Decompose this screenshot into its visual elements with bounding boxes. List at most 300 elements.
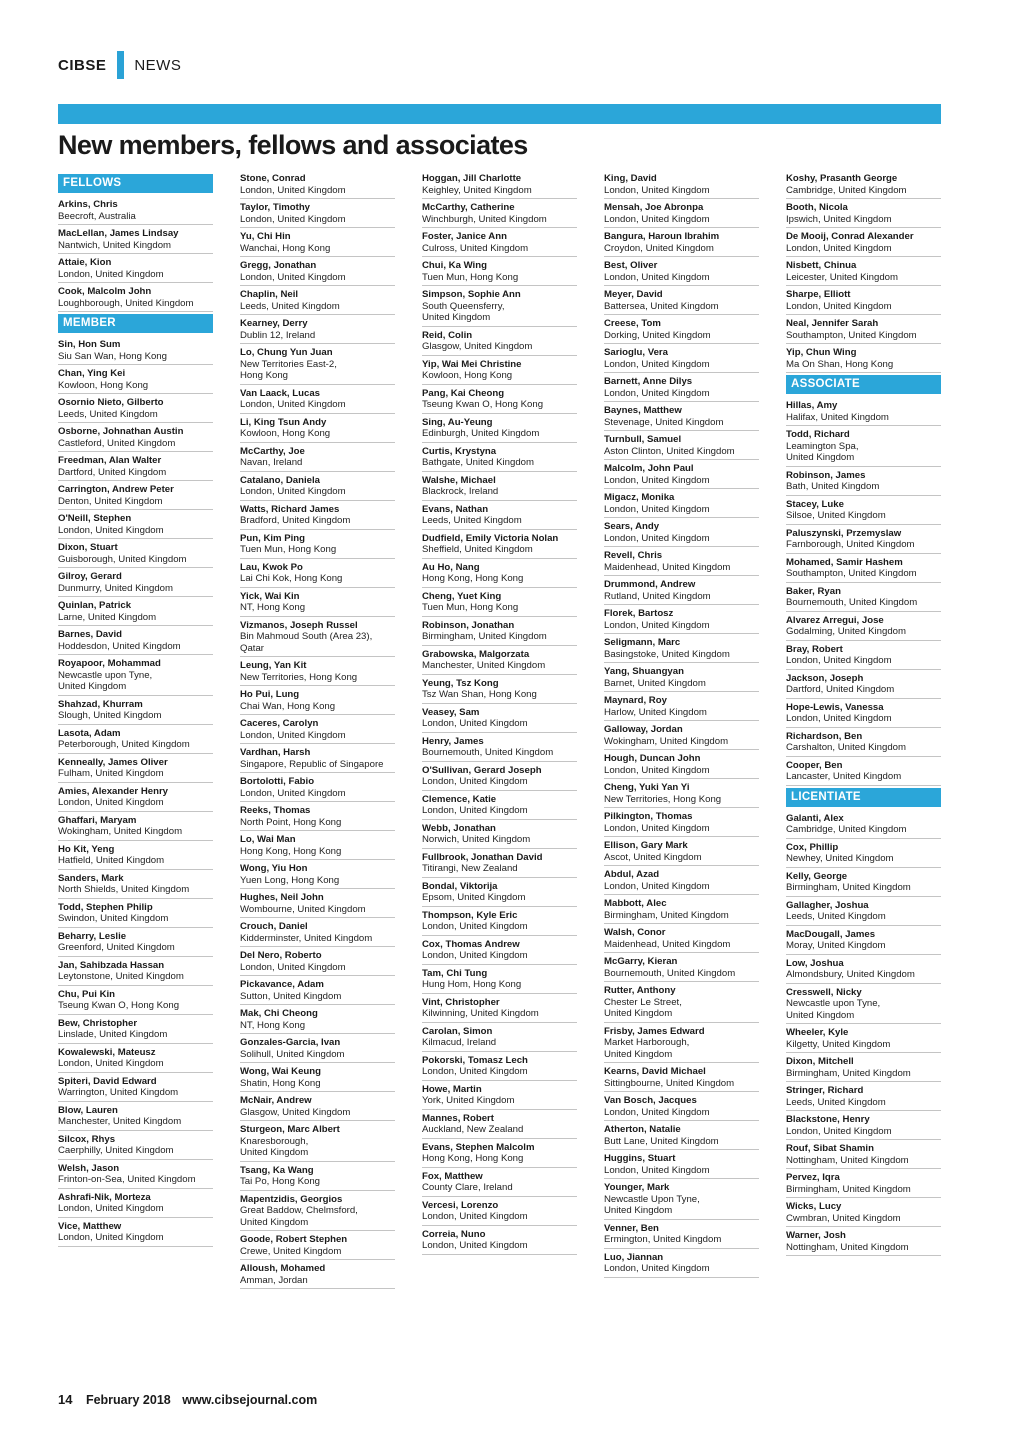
member-location: Tuen Mun, Hong Kong: [240, 544, 337, 555]
member-name: Amies, Alexander Henry: [58, 785, 169, 797]
member-name: Lo, Chung Yun Juan: [240, 347, 333, 358]
member-location: Blackrock, Ireland: [422, 486, 499, 497]
member-entry: [58, 198, 213, 225]
member-name: Gregg, Jonathan: [240, 260, 317, 271]
member-entry: [422, 259, 577, 286]
member-entry: [240, 1123, 395, 1162]
member-entry: [786, 643, 941, 670]
member-location: London, United Kingdom: [604, 474, 710, 486]
member-location: Bournemouth, United Kingdom: [786, 597, 918, 608]
member-location: London, United Kingdom: [422, 1240, 528, 1251]
member-location: London, United Kingdom: [58, 797, 164, 808]
member-entry: [604, 259, 759, 286]
member-location: NT, Hong Kong: [240, 602, 306, 613]
member-entry: [240, 590, 395, 617]
member-name: McNair, Andrew: [240, 1095, 312, 1106]
member-location: Nottingham, United Kingdom: [786, 1241, 909, 1253]
member-name: Blow, Lauren: [58, 1104, 118, 1116]
member-name: Cox, Thomas Andrew: [422, 938, 520, 950]
member-name: Huggins, Stuart: [604, 1153, 676, 1164]
member-entry: [422, 619, 577, 646]
member-location: Greenford, United Kingdom: [58, 942, 175, 953]
member-location: London, United Kingdom: [604, 532, 710, 544]
member-name: Kenneally, James Oliver: [58, 756, 168, 768]
member-name: Bondal, Viktorija: [422, 880, 498, 892]
member-location: London, United Kingdom: [786, 713, 892, 724]
member-name: Lasota, Adam: [58, 727, 121, 739]
member-name: Robinson, James: [786, 469, 866, 481]
member-name: Nisbett, Chinua: [786, 260, 857, 271]
member-name: Wicks, Lucy: [786, 1201, 842, 1212]
member-location: Moray, United Kingdom: [786, 940, 886, 951]
member-name: Hoggan, Jill Charlotte: [422, 173, 522, 184]
member-entry: [240, 259, 395, 286]
member-name: Cook, Malcolm John: [58, 286, 152, 297]
member-location: Bathgate, United Kingdom: [422, 457, 535, 468]
page-number: 14: [58, 1392, 73, 1407]
member-location: Swindon, United Kingdom: [58, 913, 169, 924]
member-location: Ascot, United Kingdom: [604, 851, 702, 863]
page-footer: [58, 1392, 325, 1407]
member-entry: [786, 469, 941, 496]
member-location: London, United Kingdom: [604, 387, 710, 399]
member-location: North Shields, United Kingdom: [58, 884, 190, 895]
member-entry: [240, 619, 395, 658]
member-entry: [604, 375, 759, 402]
member-location: Basingstoke, United Kingdom: [604, 648, 730, 660]
member-name: Ghaffari, Maryam: [58, 814, 137, 826]
member-location: London, United Kingdom: [604, 1106, 710, 1118]
member-entry: [422, 1112, 577, 1139]
member-name: Yip, Chun Wing: [786, 347, 857, 358]
member-entry: [422, 1054, 577, 1081]
member-entry: [604, 1251, 759, 1278]
member-name: McCarthy, Catherine: [422, 202, 515, 213]
member-name: Rouf, Sibat Shamin: [786, 1143, 874, 1154]
member-entry: [422, 677, 577, 704]
member-location: London, United Kingdom: [240, 729, 346, 741]
member-name: Sharpe, Elliott: [786, 289, 851, 300]
member-location: Slough, United Kingdom: [58, 710, 162, 721]
member-entry: [604, 636, 759, 663]
member-name: Richardson, Ben: [786, 730, 863, 742]
member-name: Todd, Stephen Philip: [58, 901, 153, 913]
member-location: Bournemouth, United Kingdom: [422, 747, 554, 758]
member-entry: [240, 804, 395, 831]
member-location: London, United Kingdom: [58, 524, 164, 536]
member-name: Tam, Chi Tung: [422, 967, 488, 979]
member-entry: [58, 698, 213, 725]
member-location: Bath, United Kingdom: [786, 481, 880, 492]
member-entry: [58, 227, 213, 254]
member-location: Hong Kong, Hong Kong: [422, 1153, 524, 1164]
member-name: Atherton, Natalie: [604, 1124, 681, 1135]
member-location: Newcastle Upon Tyne, United Kingdom: [604, 1193, 700, 1216]
member-entry: [422, 172, 577, 199]
member-location: Dorking, United Kingdom: [604, 329, 711, 341]
member-name: Foster, Janice Ann: [422, 231, 507, 242]
member-location: Newhey, United Kingdom: [786, 853, 894, 864]
member-entry: [422, 1199, 577, 1226]
member-name: Jan, Sahibzada Hassan: [58, 959, 165, 971]
member-name: McGarry, Kieran: [604, 956, 678, 967]
member-name: Quinlan, Patrick: [58, 600, 132, 611]
member-location: Hung Hom, Hong Kong: [422, 979, 522, 990]
category-heading: FELLOWS: [58, 174, 213, 193]
member-location: Cwmbran, United Kingdom: [786, 1212, 901, 1224]
member-location: London, United Kingdom: [422, 718, 528, 729]
member-entry: [58, 1046, 213, 1073]
member-name: Mohamed, Samir Hashem: [786, 556, 903, 568]
member-location: Kilgetty, United Kingdom: [786, 1038, 891, 1050]
member-location: London, United Kingdom: [240, 213, 346, 225]
member-location: Caerphilly, United Kingdom: [58, 1145, 174, 1156]
member-entry: [58, 628, 213, 655]
member-entry: [604, 694, 759, 721]
category-heading: LICENTIATE: [786, 788, 941, 807]
member-name: Galanti, Alex: [786, 812, 844, 824]
masthead-divider: [117, 51, 124, 79]
member-location: Ipswich, United Kingdom: [786, 213, 892, 225]
member-name: Evans, Stephen Malcolm: [422, 1141, 535, 1153]
member-entry: [58, 1162, 213, 1189]
member-entry: [604, 520, 759, 547]
member-entry: [240, 1262, 395, 1289]
member-entry: [240, 561, 395, 588]
member-name: Sanders, Mark: [58, 872, 124, 884]
member-location: Larne, United Kingdom: [58, 611, 157, 623]
member-name: Thompson, Kyle Eric: [422, 909, 518, 921]
page-title: New members, fellows and associates: [58, 130, 528, 160]
member-name: Grabowska, Malgorzata: [422, 648, 530, 660]
member-entry: [240, 532, 395, 559]
member-entry: [58, 256, 213, 283]
member-entry: [786, 899, 941, 926]
member-name: Yang, Shuangyan: [604, 666, 684, 677]
category-heading: ASSOCIATE: [786, 375, 941, 394]
member-entry: [240, 862, 395, 889]
member-location: Great Baddow, Chelmsford, United Kingdom: [240, 1205, 358, 1228]
member-location: Stevenage, United Kingdom: [604, 416, 724, 428]
member-name: Venner, Ben: [604, 1222, 659, 1234]
member-location: Kowloon, Hong Kong: [58, 379, 149, 391]
member-entry: [422, 1228, 577, 1255]
member-name: King, David: [604, 173, 657, 184]
member-name: Abdul, Azad: [604, 869, 660, 880]
member-entry: [58, 727, 213, 754]
member-location: NT, Hong Kong: [240, 1019, 306, 1031]
member-entry: [786, 614, 941, 641]
member-entry: [604, 462, 759, 489]
member-name: Lau, Kwok Po: [240, 561, 303, 573]
member-location: Dartford, United Kingdom: [58, 466, 167, 478]
member-location: Farnborough, United Kingdom: [786, 539, 915, 550]
member-location: Leicester, United Kingdom: [786, 271, 898, 283]
member-location: Southampton, United Kingdom: [786, 329, 917, 341]
member-location: London, United Kingdom: [240, 184, 346, 196]
member-location: Denton, United Kingdom: [58, 495, 163, 507]
member-entry: [240, 387, 395, 414]
member-location: Bradford, United Kingdom: [240, 515, 351, 526]
member-entry: [240, 1007, 395, 1034]
member-location: Tai Po, Hong Kong: [240, 1176, 321, 1187]
member-name: Gallagher, Joshua: [786, 899, 869, 911]
member-name: Arkins, Chris: [58, 199, 118, 210]
member-location: Tuen Mun, Hong Kong: [422, 602, 519, 613]
member-entry: [58, 872, 213, 899]
member-name: Bortolotti, Fabio: [240, 776, 315, 787]
member-location: Hatfield, United Kingdom: [58, 855, 165, 866]
member-location: Shatin, Hong Kong: [240, 1077, 321, 1089]
member-entry: [58, 599, 213, 626]
member-name: Rutter, Anthony: [604, 985, 676, 996]
member-location: Battersea, United Kingdom: [604, 300, 719, 312]
member-name: Curtis, Krystyna: [422, 445, 497, 457]
member-entry: [422, 1025, 577, 1052]
member-entry: [786, 812, 941, 839]
member-location: Wokingham, United Kingdom: [604, 735, 729, 747]
member-name: Kearney, Derry: [240, 318, 308, 329]
member-location: London, United Kingdom: [422, 950, 528, 961]
member-location: Leamington Spa, United Kingdom: [786, 440, 859, 463]
member-location: London, United Kingdom: [58, 268, 164, 280]
member-name: Van Bosch, Jacques: [604, 1095, 697, 1106]
member-location: New Territories, Hong Kong: [604, 793, 722, 805]
member-name: Reid, Colin: [422, 329, 473, 341]
member-name: Silcox, Rhys: [58, 1133, 116, 1145]
member-entry: [786, 1084, 941, 1111]
member-location: Titirangi, New Zealand: [422, 863, 518, 874]
member-name: Cox, Phillip: [786, 841, 839, 853]
member-location: Siu San Wan, Hong Kong: [58, 350, 167, 362]
member-entry: [58, 425, 213, 452]
member-location: London, United Kingdom: [604, 619, 710, 631]
member-name: Luo, Jiannan: [604, 1251, 664, 1263]
member-name: Fox, Matthew: [422, 1170, 483, 1182]
member-name: Del Nero, Roberto: [240, 950, 322, 961]
member-location: London, United Kingdom: [786, 242, 892, 254]
member-entry: [240, 833, 395, 860]
member-location: Knaresborough, United Kingdom: [240, 1135, 309, 1158]
member-entry: [604, 752, 759, 779]
member-location: Silsoe, United Kingdom: [786, 510, 886, 521]
member-name: Alvarez Arregui, Jose: [786, 614, 884, 626]
member-entry: [604, 1094, 759, 1121]
member-location: Chai Wan, Hong Kong: [240, 700, 336, 712]
member-location: Carshalton, United Kingdom: [786, 742, 906, 753]
member-name: Pang, Kai Cheong: [422, 387, 505, 399]
member-name: Revell, Chris: [604, 550, 663, 561]
member-name: Cheng, Yuet King: [422, 590, 502, 602]
member-location: Warrington, United Kingdom: [58, 1087, 179, 1098]
member-location: Bournemouth, United Kingdom: [604, 967, 736, 979]
member-name: Booth, Nicola: [786, 202, 848, 213]
member-name: McCarthy, Joe: [240, 445, 305, 457]
member-name: Walshe, Michael: [422, 474, 496, 486]
member-name: Spiteri, David Edward: [58, 1075, 157, 1087]
member-name: Todd, Richard: [786, 429, 850, 440]
member-name: Evans, Nathan: [422, 503, 489, 515]
member-entry: [786, 556, 941, 583]
member-location: Aston Clinton, United Kingdom: [604, 445, 735, 457]
member-location: Fulham, United Kingdom: [58, 768, 164, 779]
member-location: Halifax, United Kingdom: [786, 411, 889, 423]
member-entry: [58, 1075, 213, 1102]
category-heading: MEMBER: [58, 314, 213, 333]
member-name: Vardhan, Harsh: [240, 747, 311, 758]
member-location: London, United Kingdom: [604, 880, 710, 892]
member-location: Leeds, United Kingdom: [786, 911, 886, 922]
member-entry: [604, 781, 759, 808]
member-entry: [604, 1025, 759, 1064]
member-name: Cresswell, Nicky: [786, 986, 862, 998]
member-location: Ermington, United Kingdom: [604, 1234, 722, 1245]
member-entry: [58, 657, 213, 696]
member-entry: [786, 428, 941, 467]
member-name: Royapoor, Mohammad: [58, 658, 161, 669]
member-location: London, United Kingdom: [604, 358, 710, 370]
member-entry: [58, 1220, 213, 1247]
member-name: Sin, Hon Sum: [58, 339, 121, 350]
member-name: Koshy, Prasanth George: [786, 173, 898, 184]
member-entry: [604, 1123, 759, 1150]
member-entry: [786, 201, 941, 228]
member-entry: [604, 868, 759, 895]
member-location: Sheffield, United Kingdom: [422, 544, 533, 555]
member-entry: [422, 706, 577, 733]
member-entry: [58, 1104, 213, 1131]
member-location: North Point, Hong Kong: [240, 816, 342, 828]
member-location: Lai Chi Kok, Hong Kong: [240, 573, 343, 584]
member-entry: [422, 532, 577, 559]
member-name: Crouch, Daniel: [240, 921, 308, 932]
member-location: Birmingham, United Kingdom: [422, 631, 547, 642]
member-location: Hong Kong, Hong Kong: [422, 573, 524, 584]
member-name: Kowalewski, Mateusz: [58, 1046, 156, 1058]
member-name: Younger, Mark: [604, 1182, 670, 1193]
member-name: Leung, Yan Kit: [240, 660, 307, 671]
member-name: Malcolm, John Paul: [604, 463, 694, 474]
member-entry: [240, 172, 395, 199]
member-name: Ho Pui, Lung: [240, 689, 300, 700]
member-name: Galloway, Jordan: [604, 724, 683, 735]
member-name: Blackstone, Henry: [786, 1114, 870, 1125]
member-location: Birmingham, United Kingdom: [786, 1067, 911, 1079]
member-name: Alloush, Mohamed: [240, 1263, 326, 1274]
member-name: Hughes, Neil John: [240, 892, 324, 903]
website-url[interactable]: www.cibsejournal.com: [182, 1393, 318, 1407]
member-entry: [240, 891, 395, 918]
member-name: Caceres, Carolyn: [240, 718, 319, 729]
brand-name: CIBSE: [58, 56, 107, 74]
member-entry: [422, 909, 577, 936]
member-location: Solihull, United Kingdom: [240, 1048, 345, 1060]
member-entry: [604, 491, 759, 518]
member-entry: [786, 1200, 941, 1227]
member-entry: [604, 723, 759, 750]
member-entry: [58, 570, 213, 597]
member-entry: [240, 949, 395, 976]
member-name: Kearns, David Michael: [604, 1066, 706, 1077]
member-entry: [422, 416, 577, 443]
member-location: Castleford, United Kingdom: [58, 437, 176, 449]
member-location: Hong Kong, Hong Kong: [240, 845, 342, 857]
member-name: Bray, Robert: [786, 643, 843, 655]
member-entry: [58, 785, 213, 812]
member-name: Hough, Duncan John: [604, 753, 701, 764]
member-entry: [58, 930, 213, 957]
member-location: Rutland, United Kingdom: [604, 590, 711, 602]
member-location: Dublin 12, Ireland: [240, 329, 316, 341]
member-name: Fullbrook, Jonathan David: [422, 851, 543, 863]
member-name: Tsang, Ka Wang: [240, 1164, 314, 1176]
member-location: Croydon, United Kingdom: [604, 242, 714, 254]
member-entry: [422, 793, 577, 820]
member-location: Dartford, United Kingdom: [786, 684, 895, 695]
member-entry: [240, 775, 395, 802]
member-location: Newcastle upon Tyne, United Kingdom: [58, 669, 153, 692]
member-location: London, United Kingdom: [58, 1232, 164, 1243]
member-entry: [604, 433, 759, 460]
member-name: Clemence, Katie: [422, 793, 497, 805]
member-name: Catalano, Daniela: [240, 474, 320, 486]
member-location: New Territories East-2, Hong Kong: [240, 358, 337, 381]
member-entry: [786, 957, 941, 984]
member-location: London, United Kingdom: [422, 1211, 528, 1222]
member-location: Nantwich, United Kingdom: [58, 239, 172, 251]
member-name: Carolan, Simon: [422, 1025, 493, 1037]
member-location: Barnet, United Kingdom: [604, 677, 706, 689]
member-location: Edinburgh, United Kingdom: [422, 428, 540, 439]
member-entry: [240, 503, 395, 530]
member-name: Dixon, Mitchell: [786, 1056, 854, 1067]
member-entry: [604, 1152, 759, 1179]
member-location: Kidderminster, United Kingdom: [240, 932, 373, 944]
member-name: Attaie, Kion: [58, 257, 112, 268]
member-name: De Mooij, Conrad Alexander: [786, 231, 914, 242]
member-location: Godalming, United Kingdom: [786, 626, 906, 637]
member-name: Veasey, Sam: [422, 706, 480, 718]
member-entry: [240, 346, 395, 385]
member-entry: [786, 1229, 941, 1256]
member-name: Chu, Pui Kin: [58, 988, 116, 1000]
member-name: Creese, Tom: [604, 318, 661, 329]
member-location: London, United Kingdom: [422, 921, 528, 932]
member-entry: [240, 1036, 395, 1063]
member-name: Warner, Josh: [786, 1230, 846, 1241]
member-entry: [58, 512, 213, 539]
member-name: Vice, Matthew: [58, 1220, 122, 1232]
member-name: Taylor, Timothy: [240, 202, 311, 213]
masthead: [58, 50, 181, 80]
member-location: London, United Kingdom: [604, 1263, 710, 1274]
member-entry: [422, 764, 577, 791]
member-name: Baker, Ryan: [786, 585, 841, 597]
column-1: [58, 172, 213, 1249]
member-entry: [240, 1193, 395, 1232]
member-name: Frisby, James Edward: [604, 1025, 705, 1037]
member-entry: [786, 841, 941, 868]
member-entry: [604, 607, 759, 634]
member-location: London, United Kingdom: [786, 300, 892, 312]
member-name: Mannes, Robert: [422, 1112, 494, 1124]
member-location: London, United Kingdom: [786, 1125, 892, 1137]
member-entry: [786, 585, 941, 612]
member-entry: [422, 387, 577, 414]
member-entry: [58, 814, 213, 841]
member-entry: [604, 172, 759, 199]
member-location: Linslade, United Kingdom: [58, 1029, 168, 1040]
